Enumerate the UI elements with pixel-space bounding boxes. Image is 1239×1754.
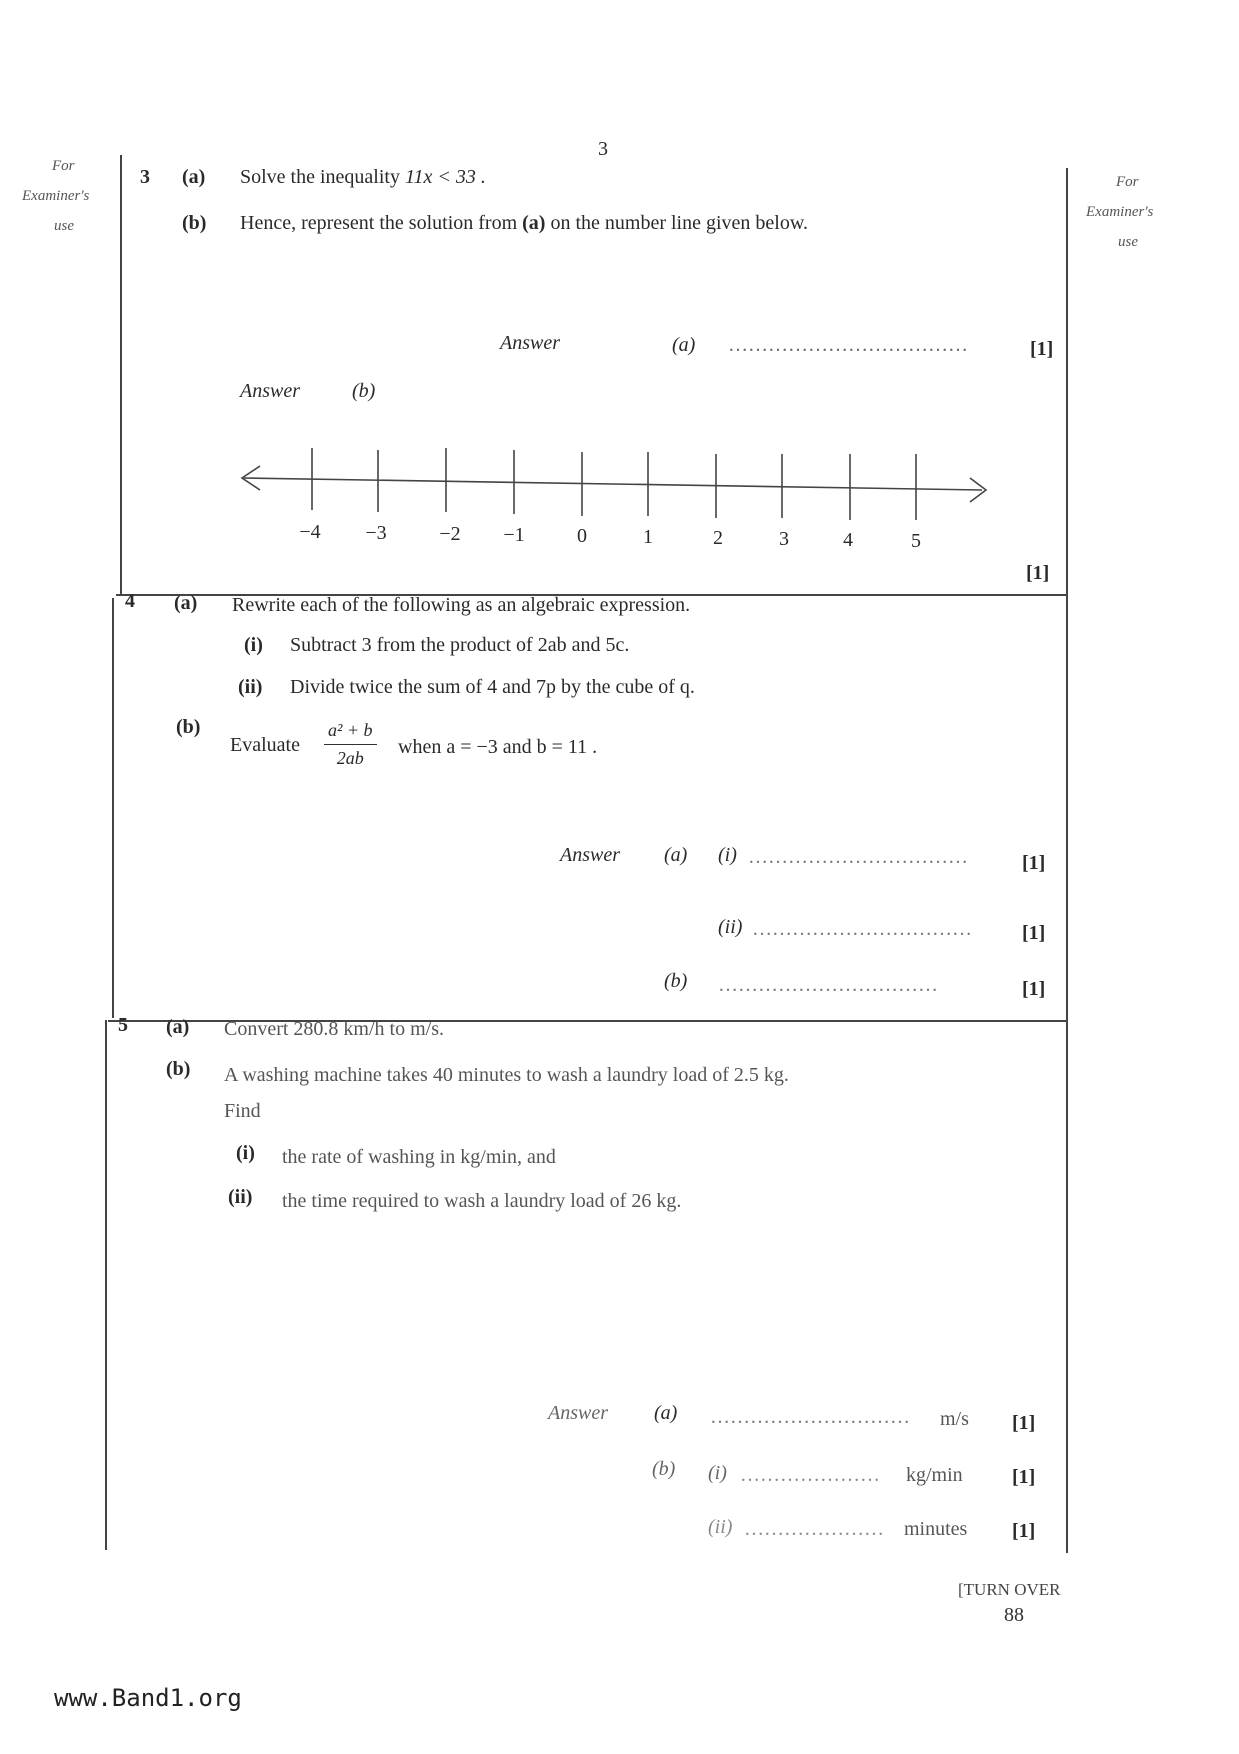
marks: [1] (1012, 1466, 1036, 1488)
subpart-label-ii: (ii) (228, 1186, 253, 1208)
answer-part-label: (a) (654, 1402, 678, 1424)
subpart-label-i: (i) (236, 1142, 255, 1164)
right-margin-line (1066, 168, 1068, 1553)
answer-subpart-label: (i) (708, 1462, 727, 1484)
tick-label: 0 (577, 525, 587, 547)
answer-line[interactable]: …………………………… (748, 846, 968, 868)
answer-line[interactable]: …………………………… (752, 918, 972, 940)
turn-over-label: [TURN OVER (958, 1580, 1061, 1599)
answer-label: Answer (548, 1402, 608, 1424)
marks: [1] (1022, 852, 1046, 874)
part-label-b: (b) (182, 212, 207, 234)
marks: [1] (1030, 338, 1054, 360)
answer-line[interactable]: ………………… (744, 1518, 884, 1540)
tick-label: −3 (365, 522, 387, 544)
answer-line[interactable]: ……………………………… (728, 334, 968, 356)
part-label-a: (a) (182, 166, 206, 188)
answer-label: Answer (500, 332, 560, 354)
answer-line[interactable]: ………………………… (710, 1406, 910, 1428)
answer-subpart-label: (ii) (708, 1516, 733, 1538)
tick-label: 2 (713, 527, 723, 549)
answer-label: Answer (240, 380, 300, 402)
marks: [1] (1022, 978, 1046, 1000)
marks: [1] (1012, 1520, 1036, 1542)
question-text: the time required to wash a laundry load of 26 kg. (282, 1190, 682, 1212)
fraction-numerator: a² + b (328, 720, 373, 740)
website-footer[interactable]: www.Band1.org (54, 1684, 242, 1712)
marks: [1] (1012, 1412, 1036, 1434)
page-number: 3 (598, 138, 608, 160)
answer-part-label: (b) (352, 380, 376, 402)
left-margin-line-middle (112, 598, 114, 1018)
answer-part-label: (b) (652, 1458, 676, 1480)
answer-line[interactable]: …………………………… (718, 974, 938, 996)
fraction (324, 720, 377, 769)
tick-label: −4 (299, 521, 321, 543)
answer-unit: m/s (940, 1408, 969, 1430)
answer-line[interactable]: ………………… (740, 1464, 880, 1486)
number-line[interactable] (230, 438, 1010, 558)
part-label-b: (b) (166, 1058, 191, 1080)
question-text: Rewrite each of the following as an algebraic expression. (232, 594, 691, 616)
left-margin-line-upper (120, 155, 122, 595)
subpart-label-i: (i) (244, 634, 263, 656)
question-text: A washing machine takes 40 minutes to wash a laundry load of 2.5 kg. (224, 1064, 789, 1086)
answer-subpart-label: (i) (718, 844, 737, 866)
answer-part-label: (a) (672, 334, 696, 356)
question-text: when a = −3 and b = 11 . (398, 736, 598, 758)
tick-label: 3 (779, 528, 789, 550)
subpart-label-ii: (ii) (238, 676, 263, 698)
answer-part-label: (a) (664, 844, 688, 866)
answer-label: Answer (560, 844, 620, 866)
number-line-axis (242, 448, 986, 520)
marks: [1] (1022, 922, 1046, 944)
question-number: 3 (140, 166, 150, 188)
question-number: 5 (118, 1014, 128, 1036)
answer-subpart-label: (ii) (718, 916, 743, 938)
question-text: the rate of washing in kg/min, and (282, 1146, 556, 1168)
part-label-a: (a) (166, 1016, 190, 1038)
question-text: Subtract 3 from the product of 2ab and 5c. (290, 634, 630, 656)
marks: [1] (1026, 562, 1050, 584)
tick-label: 5 (911, 530, 921, 552)
fraction-denominator: 2ab (336, 748, 364, 768)
page-code: 88 (1004, 1604, 1024, 1626)
question-text: Divide twice the sum of 4 and 7p by the cube of q. (290, 676, 695, 698)
question-text: Find (224, 1100, 261, 1122)
tick-label: −1 (503, 524, 525, 546)
question-text: Hence, represent the solution from (a) on the number line given below. (240, 212, 808, 234)
tick-label: 1 (643, 526, 653, 548)
tick-label: −2 (439, 523, 461, 545)
answer-unit: kg/min (906, 1464, 963, 1486)
question-number: 4 (125, 590, 135, 612)
question-text: Solve the inequality 11x < 33 . (240, 166, 486, 188)
answer-unit: minutes (904, 1518, 968, 1540)
answer-part-label: (b) (664, 970, 688, 992)
tick-label: 4 (843, 529, 853, 551)
part-label-b: (b) (176, 716, 201, 738)
part-label-a: (a) (174, 592, 198, 614)
left-margin-line-lower (105, 1020, 107, 1550)
question-text: Convert 280.8 km/h to m/s. (224, 1018, 444, 1040)
question-text: Evaluate (230, 734, 300, 756)
